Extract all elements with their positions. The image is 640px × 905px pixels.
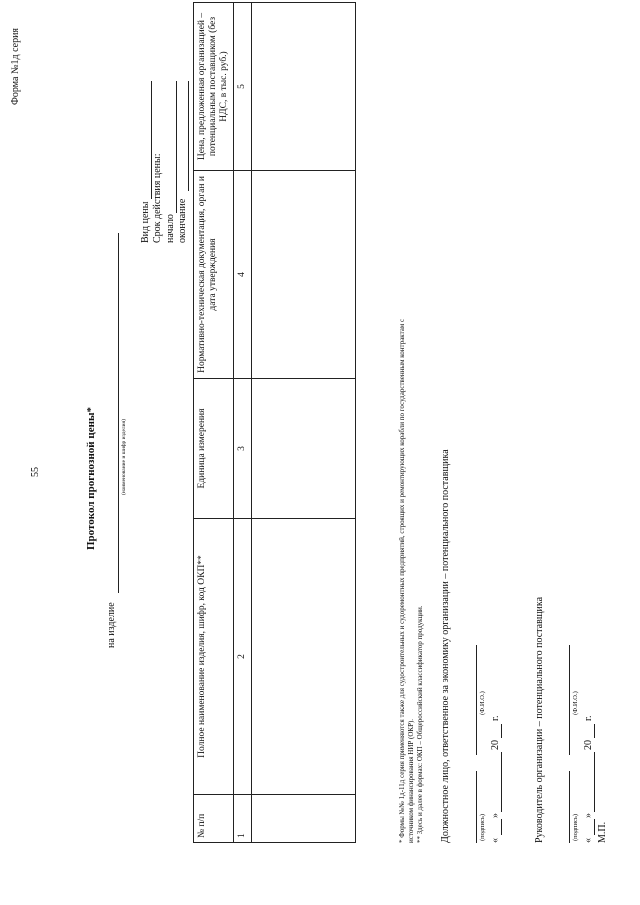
- table-numbering-row: [233, 3, 251, 843]
- price-type-label: Вид цены: [140, 201, 151, 243]
- date-close: »: [490, 813, 501, 818]
- price-table: [193, 2, 356, 843]
- number-cell: 3: [233, 379, 251, 519]
- start-label: начало: [165, 214, 176, 243]
- end-line: [188, 81, 189, 191]
- empty-cell: [251, 3, 355, 171]
- month-line: [594, 752, 595, 812]
- end-label: окончание: [177, 198, 188, 243]
- start-line: [176, 81, 177, 213]
- header-cell-name: Полное наименование изделия, шифр, код ОКП**: [194, 519, 234, 795]
- date-close: »: [583, 813, 594, 818]
- number-cell: 4: [233, 171, 251, 379]
- signature-hint: (подпись): [479, 814, 486, 841]
- product-label: на изделие: [106, 602, 117, 648]
- header-cell-unit: Единица измерения: [194, 379, 234, 519]
- economist-title: Должностное лицо, ответственное за экономику организации – потенциального поставщика: [440, 449, 451, 843]
- year-line: [501, 724, 502, 738]
- document-title: Протокол прогнозной цены*: [85, 406, 97, 550]
- name-hint: (Ф.И.О.): [572, 691, 579, 715]
- day-line: [501, 819, 502, 835]
- number-cell: 5: [233, 3, 251, 171]
- header-cell-documentation: Нормативно-техническая документация, орган и дата утверждения: [194, 171, 234, 379]
- form-label: Форма №1д серия: [10, 27, 21, 105]
- header-cell-price: Цена, предложенная организацией – потенциальным поставщиком (без НДС, в тыс. руб.): [194, 3, 234, 171]
- head-name-line: [569, 645, 570, 755]
- stamp-label: М.П.: [597, 821, 608, 843]
- date-open: «: [490, 838, 501, 843]
- page-number: 55: [30, 467, 41, 477]
- empty-cell: [251, 795, 355, 843]
- header-cell-number: № п/п: [194, 795, 234, 843]
- head-signature-line: [569, 771, 570, 843]
- footnote-2: ** Здесь и далее в формах: ОКП – Общероссийский классификатор продукции.: [416, 605, 424, 843]
- validity-label: Срок действия цены:: [152, 153, 163, 243]
- year-suffix: г.: [490, 715, 501, 721]
- year-prefix: 20: [583, 740, 594, 750]
- product-hint: (наименование и шифр изделия): [121, 419, 127, 495]
- footnote-1: * Формы №№ 1д-11д серия применяются также для судостроительных и судоремонтных предприятий, строящих и ремонтирующих корабли по государственным контрактам с: [398, 318, 406, 843]
- empty-cell: [251, 171, 355, 379]
- year-suffix: г.: [583, 715, 594, 721]
- month-line: [501, 752, 502, 812]
- number-cell: 1: [233, 795, 251, 843]
- footnote-1-cont: источником финансирования НИР (ОКР).: [407, 718, 415, 843]
- empty-cell: [251, 519, 355, 795]
- economist-name-line: [476, 645, 477, 755]
- product-line: [118, 233, 119, 593]
- name-hint: (Ф.И.О.): [479, 691, 486, 715]
- table-header-row: [194, 3, 234, 843]
- number-cell: 2: [233, 519, 251, 795]
- empty-cell: [251, 379, 355, 519]
- year-prefix: 20: [490, 740, 501, 750]
- day-line: [594, 819, 595, 835]
- date-open: «: [583, 838, 594, 843]
- signature-hint: (подпись): [572, 814, 579, 841]
- economist-signature-line: [476, 771, 477, 843]
- year-line: [594, 724, 595, 738]
- head-title: Руководитель организации – потенциального поставщика: [534, 596, 545, 843]
- table-empty-row: [251, 3, 355, 843]
